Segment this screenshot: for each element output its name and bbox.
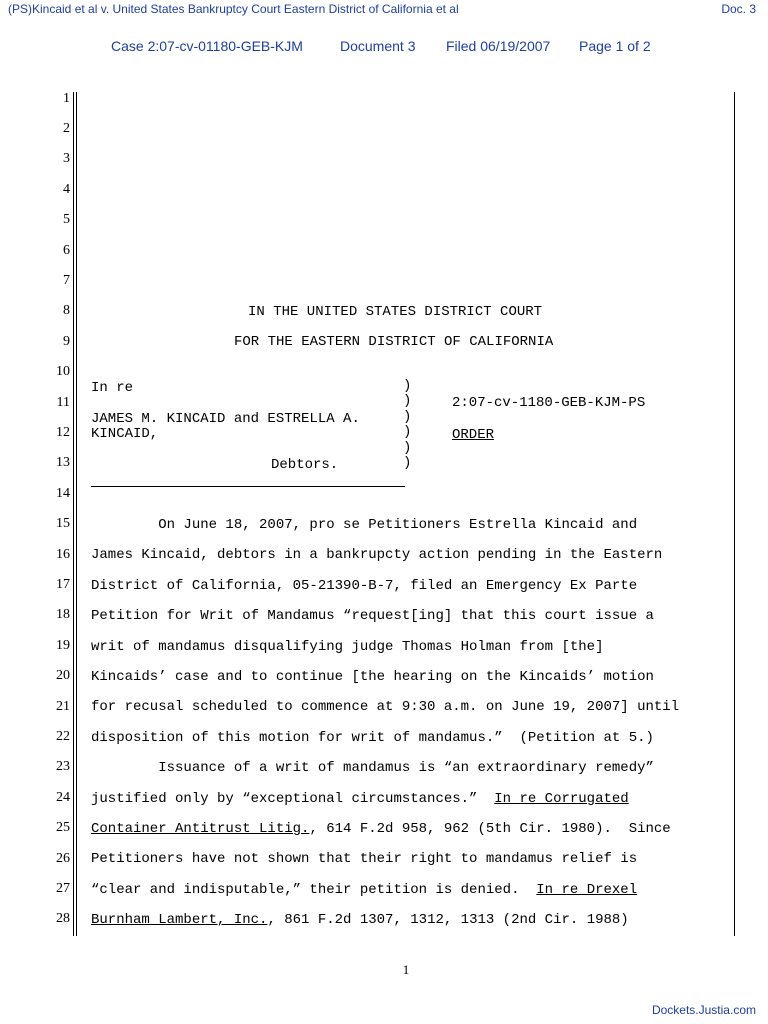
case-number: Case 2:07-cv-01180-GEB-KJM: [111, 38, 303, 54]
line-number: 20: [56, 668, 70, 683]
case-number-caption: 2:07-cv-1180-GEB-KJM-PS: [452, 395, 646, 411]
left-margin-rule-inner: [76, 92, 77, 936]
body-text: justified only by “exceptional circumstances.”: [91, 791, 495, 807]
caption-parties: JAMES M. KINCAID and ESTRELLA A.: [91, 411, 360, 427]
line-number: 3: [63, 151, 70, 166]
case-citation: In re Corrugated: [494, 791, 629, 807]
line-number: 19: [56, 638, 70, 653]
line-number: 25: [56, 820, 70, 835]
line-number: 5: [63, 212, 70, 227]
body-text: , 614 F.2d 958, 962 (5th Cir. 1980). Since: [309, 821, 671, 837]
line-number: 9: [63, 334, 70, 349]
caption-in-re: In re: [91, 380, 134, 396]
body-line: [91, 791, 629, 807]
caption-parties-cont: KINCAID,: [91, 426, 159, 442]
filed-date: Filed 06/19/2007: [446, 38, 551, 54]
line-number: 11: [56, 395, 70, 410]
body-line: [91, 882, 637, 898]
line-number: 16: [56, 547, 70, 562]
line-number: 22: [56, 729, 70, 744]
court-name: IN THE UNITED STATES DISTRICT COURT: [248, 304, 543, 320]
line-number: 17: [56, 577, 70, 592]
doc-number-link[interactable]: Doc. 3: [721, 2, 756, 16]
body-text: , 861 F.2d 1307, 1312, 1313 (2nd Cir. 1988): [267, 912, 629, 928]
docket-title-link[interactable]: (PS)Kincaid et al v. United States Bankruptcy Court Eastern District of California et al: [8, 2, 459, 16]
right-margin-rule: [734, 92, 735, 936]
body-line: Petition for Writ of Mandamus “request[ing] that this court issue a: [91, 608, 654, 624]
line-number: 7: [63, 273, 70, 288]
line-number: 27: [56, 881, 70, 896]
line-number: 4: [63, 182, 70, 197]
case-citation: Burnham Lambert, Inc.: [91, 912, 268, 928]
body-line: James Kincaid, debtors in a bankrupcty action pending in the Eastern: [91, 547, 663, 563]
document-number: Document 3: [340, 38, 416, 54]
left-margin-rule: [73, 92, 74, 936]
line-number: 8: [63, 303, 70, 318]
line-number: 10: [56, 364, 70, 379]
caption-debtors: Debtors.: [271, 457, 339, 473]
line-number: 14: [56, 486, 70, 501]
body-line: On June 18, 2007, pro se Petitioners Estrella Kincaid and: [91, 517, 638, 533]
body-line: disposition of this motion for writ of mandamus.” (Petition at 5.): [91, 730, 654, 746]
body-line: Petitioners have not shown that their right to mandamus relief is: [91, 851, 638, 867]
justia-footer-link[interactable]: Dockets.Justia.com: [651, 1003, 756, 1017]
line-number: 12: [56, 425, 70, 440]
line-number: 1: [63, 91, 70, 106]
line-number: 23: [56, 759, 70, 774]
line-number: 15: [56, 516, 70, 531]
case-citation: In re Drexel: [536, 882, 638, 898]
line-number: 6: [63, 243, 70, 258]
page-indicator: Page 1 of 2: [579, 38, 651, 54]
line-number: 13: [56, 455, 70, 470]
body-line: Kincaids’ case and to continue [the hearing on the Kincaids’ motion: [91, 669, 654, 685]
court-district: FOR THE EASTERN DISTRICT OF CALIFORNIA: [234, 334, 554, 350]
body-line: writ of mandamus disqualifying judge Thomas Holman from [the]: [91, 639, 604, 655]
order-title: ORDER: [452, 427, 495, 443]
caption-parentheses: ) ) ) ) ) ): [403, 378, 412, 472]
caption-rule: [91, 486, 405, 487]
body-text: “clear and indisputable,” their petition is denied.: [91, 882, 537, 898]
body-line: [91, 821, 671, 837]
line-number: 26: [56, 851, 70, 866]
body-line: Issuance of a writ of mandamus is “an extraordinary remedy”: [91, 760, 654, 776]
body-line: [91, 912, 629, 928]
line-number: 21: [56, 699, 70, 714]
line-number: 2: [63, 121, 70, 136]
body-line: District of California, 05-21390-B-7, filed an Emergency Ex Parte: [91, 578, 638, 594]
page-number: 1: [402, 962, 410, 977]
line-number: 18: [56, 607, 70, 622]
line-number: 28: [56, 911, 70, 926]
case-citation: Container Antitrust Litig.: [91, 821, 310, 837]
line-number: 24: [56, 790, 70, 805]
body-line: for recusal scheduled to commence at 9:30 a.m. on June 19, 2007] until: [91, 699, 680, 715]
